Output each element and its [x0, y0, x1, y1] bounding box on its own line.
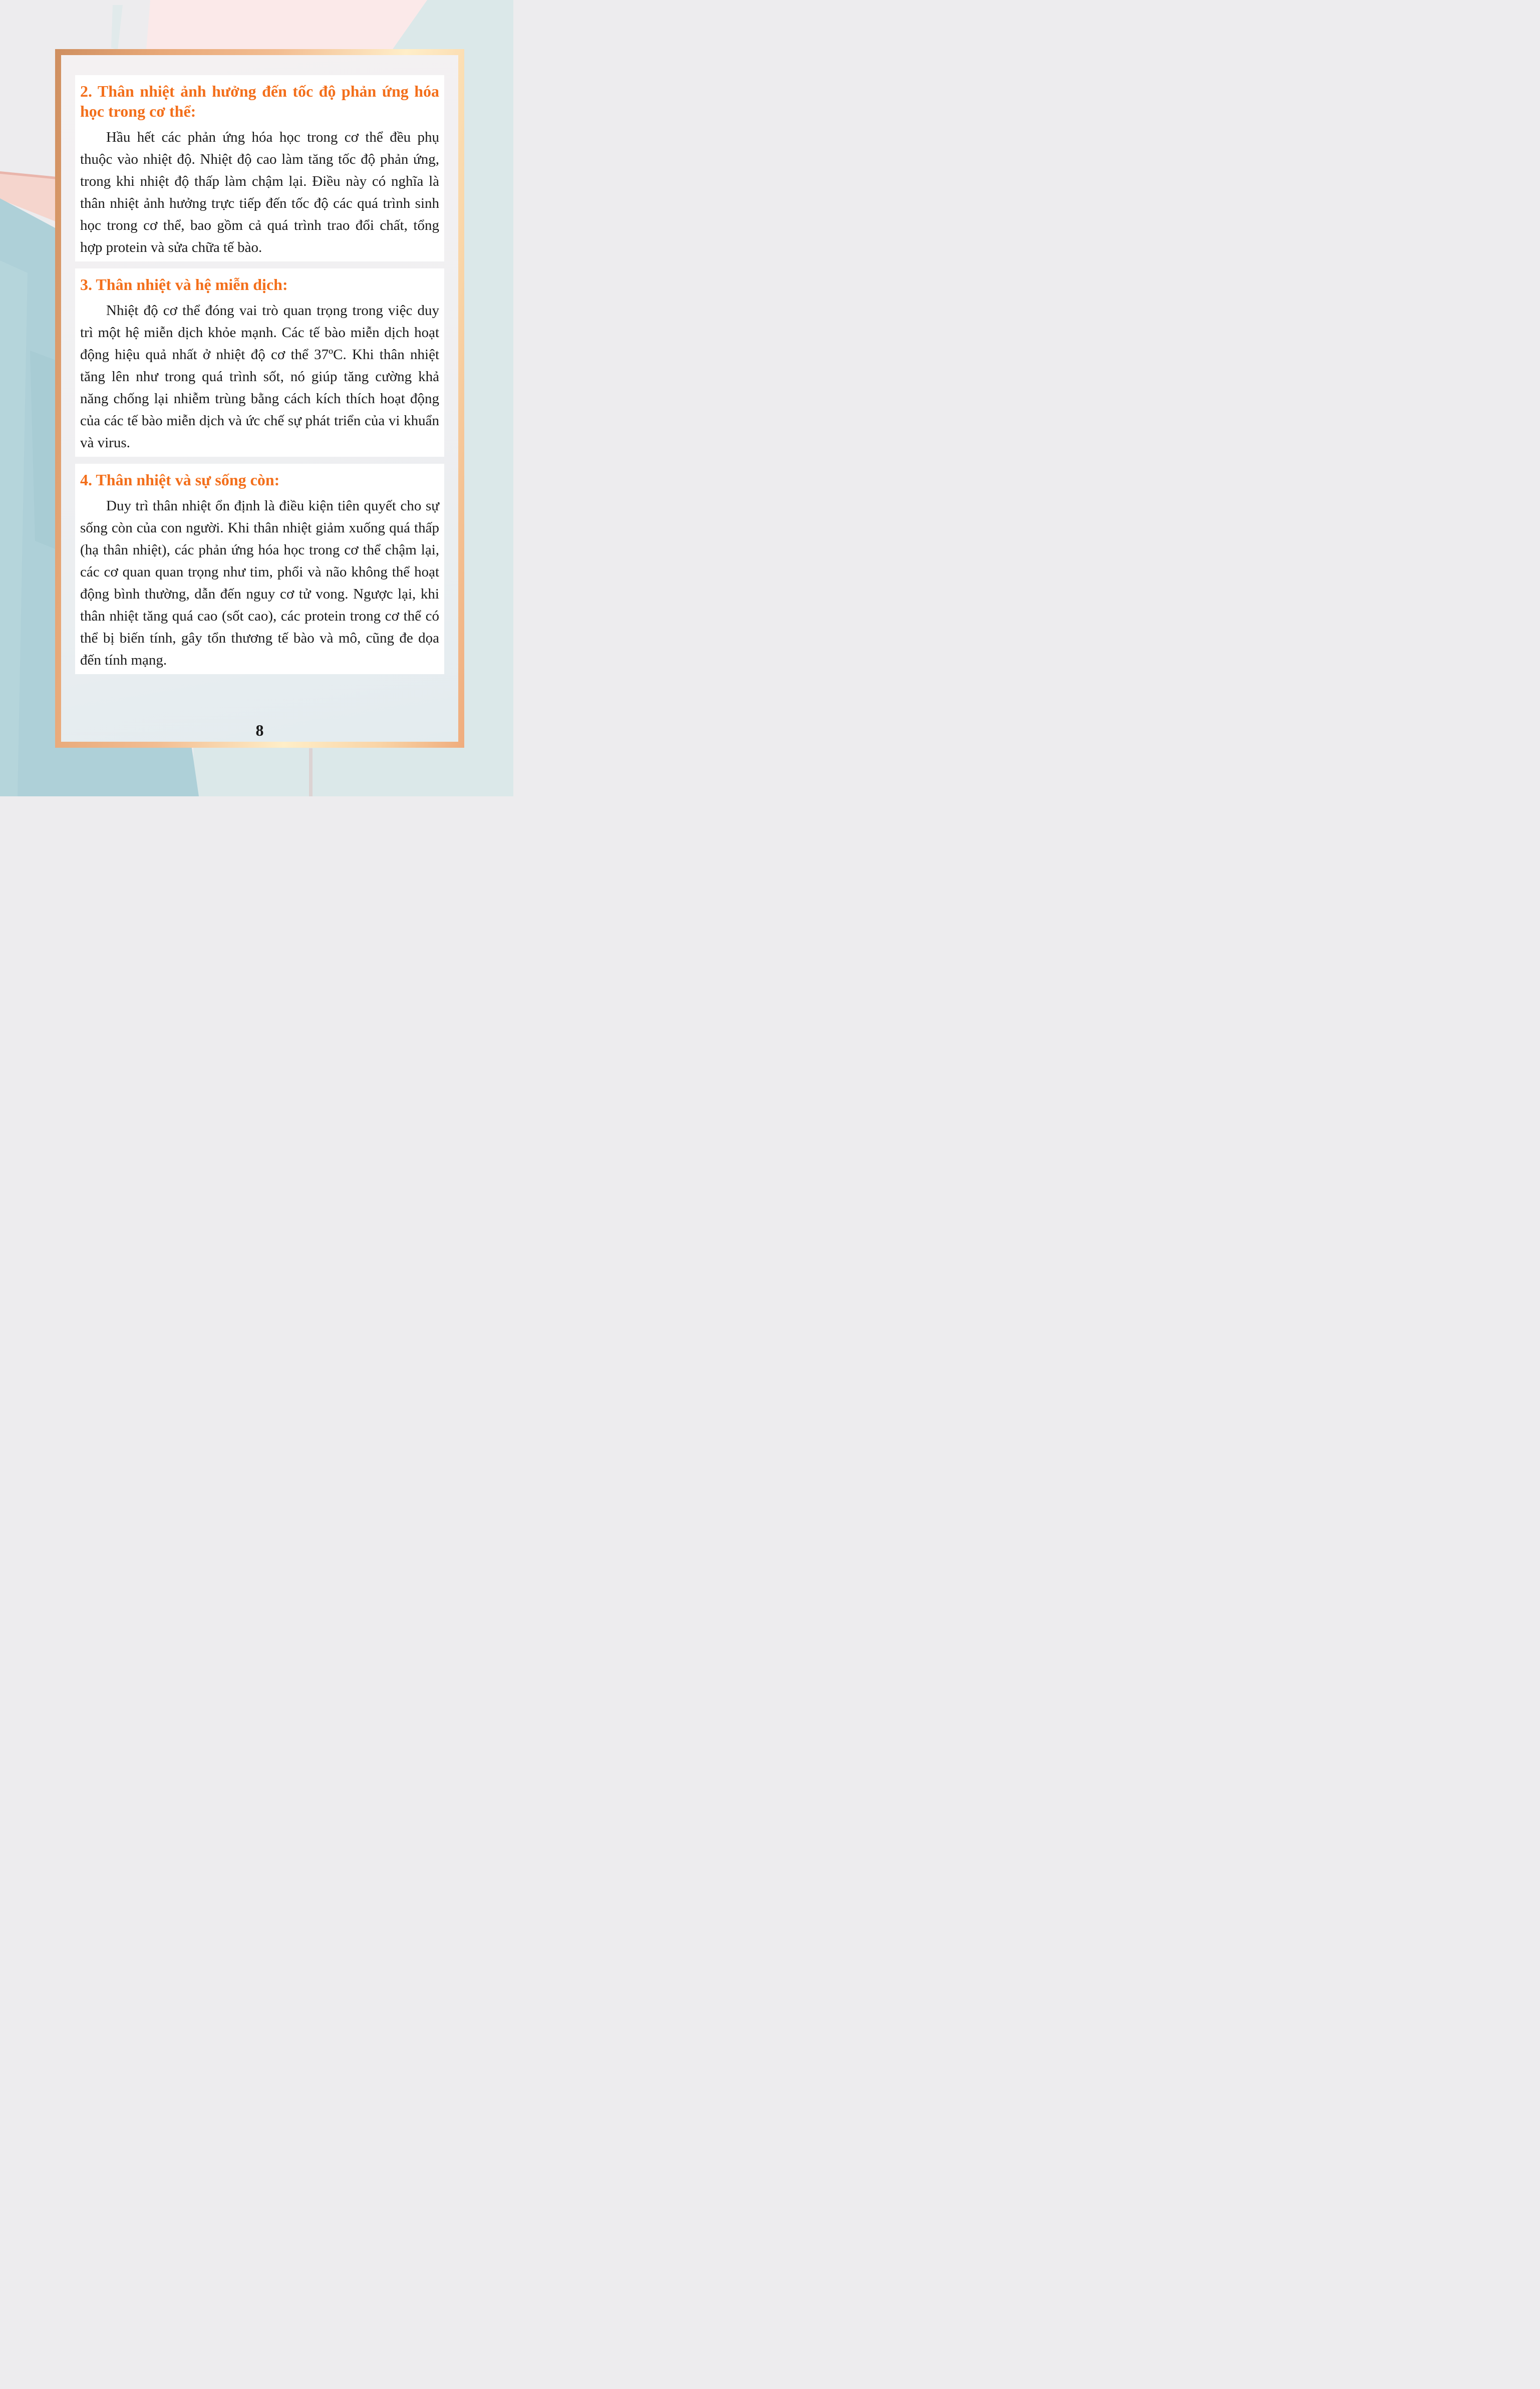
section-paragraph: Duy trì thân nhiệt ổn định là điều kiện tiên quyết cho sự sống còn của con người. Khi thân nhiệt giảm xuống quá thấp (hạ thân nhiệt), các phản ứng hóa học trong cơ thể chậm lại, các cơ quan quan trọng như tim, phổi và não không thể hoạt động bình thường, dẫn đến nguy cơ tử vong. Ngược lại, khi thân nhiệt tăng quá cao (sốt cao), các protein trong cơ thể có thể bị biến tính, gây tổn thương tế bào và mô, cũng đe dọa đến tính mạng.	[80, 498, 439, 668]
section-paragraph: Nhiệt độ cơ thể đóng vai trò quan trọng trong việc duy trì một hệ miễn dịch khỏe mạnh. Các tế bào miễn dịch hoạt động hiệu quả nhất ở nhiệt độ cơ thể 37ºC. Khi thân nhiệt tăng lên như trong quá trình sốt, nó giúp tăng cường khả năng chống lại nhiễm trùng bằng cách kích thích hoạt động của các tế bào miễn dịch và ức chế sự phát triển của vi khuẩn và virus.	[80, 303, 439, 451]
card-interior	[61, 55, 458, 742]
section-survival	[75, 464, 444, 674]
section-reaction-speed	[75, 75, 444, 261]
section-heading: 2. Thân nhiệt ảnh hưởng đến tốc độ phản ứng hóa học trong cơ thể:	[80, 82, 439, 120]
paper-seam-line	[309, 748, 313, 796]
framed-card	[55, 49, 464, 748]
section-heading: 3. Thân nhiệt và hệ miễn dịch:	[80, 275, 288, 293]
section-immune-system	[75, 268, 444, 457]
page-number: 8	[255, 721, 264, 739]
section-paragraph: Hầu hết các phản ứng hóa học trong cơ thể đều phụ thuộc vào nhiệt độ. Nhiệt độ cao làm tăng tốc độ phản ứng, trong khi nhiệt độ thấp làm chậm lại. Điều này có nghĩa là thân nhiệt ảnh hưởng trực tiếp đến tốc độ các quá trình sinh học trong cơ thể, bao gồm cả quá trình trao đổi chất, tổng hợp protein và sửa chữa tế bào.	[80, 129, 439, 255]
section-heading: 4. Thân nhiệt và sự sống còn:	[80, 471, 280, 489]
